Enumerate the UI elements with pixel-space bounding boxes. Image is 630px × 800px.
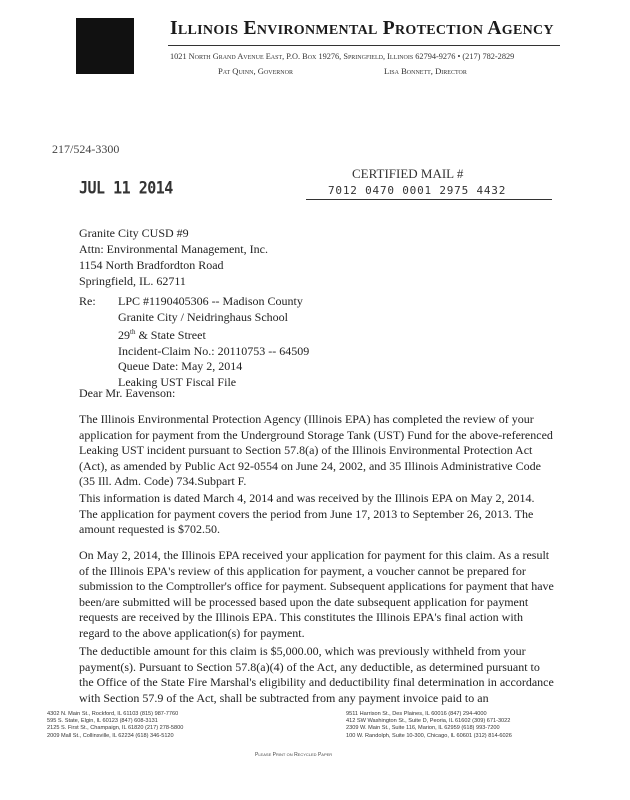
recycled-paper-note: Please Print on Recycled Paper bbox=[255, 752, 333, 758]
certified-mail-number: 7012 0470 0001 2975 4432 bbox=[328, 184, 507, 197]
re-line: Incident-Claim No.: 20110753 -- 64509 bbox=[118, 343, 310, 358]
footer-office: 2009 Mall St., Collinsville, IL 62234 (618) 346-5120 bbox=[47, 732, 174, 739]
recipient-line: Attn: Environmental Management, Inc. bbox=[79, 242, 268, 256]
body-paragraph: This information is dated March 4, 2014 and was received by the Illinois EPA on May 2, 2014. The application for payment covers the period from June 17, 2013 to September 26, 2013. The amount requested is $702.50. bbox=[79, 491, 535, 536]
footer-office: 412 SW Washington St., Suite D, Peoria, IL 61602 (309) 671-3022 bbox=[346, 718, 511, 725]
body-paragraph: The deductible amount for this claim is $5,000.00, which was previously withheld from your payment(s). Pursuant to Section 57.8(a)(4) of the Act, any deductible, as determined pursuant to the Office of the State Fire Marshal's eligibility and deductibility final determination in accordance with Section 57.9 of the Act, shall be subtracted from any payment invoice paid to an bbox=[79, 644, 554, 705]
certified-mail-rule bbox=[306, 199, 552, 200]
director-name: Lisa Bonnett, Director bbox=[384, 66, 467, 76]
re-street-rest: & State Street bbox=[135, 328, 206, 342]
footer-offices-right bbox=[346, 711, 512, 740]
footer-office: 595 S. State, Elgin, IL 60123 (847) 608-3131 bbox=[47, 718, 158, 725]
recipient-line: 1154 North Bradfordton Road bbox=[79, 258, 224, 272]
recipient-line: Granite City CUSD #9 bbox=[79, 226, 189, 240]
re-line bbox=[118, 325, 309, 344]
re-street-number: 29 bbox=[118, 328, 130, 342]
re-label: Re: bbox=[79, 294, 96, 308]
re-line: Queue Date: May 2, 2014 bbox=[118, 359, 243, 373]
re-line: Leaking UST Fiscal File bbox=[118, 374, 237, 389]
body-paragraph: On May 2, 2014, the Illinois EPA received your application for payment for this claim. As a result of the Illinois EPA's review of this application for payment, a voucher cannot be prepared for submission to the Comptroller's office for payment. Subsequent applications for payment that have been/are submitted will be processed based upon the date subsequent application for payment requests are received by the Illinois EPA. This constitutes the Illinois EPA's final action with regard to the above application(s) for payment. bbox=[79, 548, 554, 640]
footer-office: 2125 S. First St., Champaign, IL 61820 (217) 278-5800 bbox=[47, 725, 184, 732]
re-line: Granite City / Neidringhaus School bbox=[118, 309, 288, 324]
re-street-suffix: th bbox=[130, 328, 136, 336]
re-block bbox=[118, 294, 309, 390]
agency-logo bbox=[76, 18, 134, 74]
recipient-address bbox=[79, 225, 268, 289]
letterhead-rule bbox=[168, 45, 560, 46]
footer-office: 9511 Harrison St., Des Plaines, IL 60016 (847) 294-4000 bbox=[346, 711, 487, 717]
recipient-line: Springfield, IL. 62711 bbox=[79, 274, 186, 288]
footer-office: 4302 N. Main St., Rockford, IL 61103 (815) 987-7760 bbox=[47, 711, 179, 717]
salutation: Dear Mr. Eavenson: bbox=[79, 386, 176, 400]
re-line: LPC #1190405306 -- Madison County bbox=[118, 294, 303, 308]
agency-address: 1021 North Grand Avenue East, P.O. Box 19276, Springfield, Illinois 62794-9276 • (217) 782-2829 bbox=[170, 52, 515, 61]
date-stamp: JUL 11 2014 bbox=[79, 178, 173, 198]
agency-name: Illinois Environmental Protection Agency bbox=[170, 18, 554, 39]
footer-offices-left bbox=[47, 711, 183, 740]
governor-name: Pat Quinn, Governor bbox=[218, 66, 293, 76]
phone-number: 217/524-3300 bbox=[52, 142, 120, 156]
footer-office: 100 W. Randolph, Suite 10-300, Chicago, IL 60601 (312) 814-6026 bbox=[346, 732, 512, 739]
certified-mail-label: CERTIFIED MAIL # bbox=[352, 166, 464, 181]
body-paragraph: The Illinois Environmental Protection Agency (Illinois EPA) has completed the review of your application for payment from the Underground Storage Tank (UST) Fund for the above-referenced Leaking UST incident pursuant to Section 57.8(a) of the Illinois Environmental Protection Act (Act), as amended by Public Act 92-0554 on June 24, 2002, and 35 Illinois Administrative Code (35 Ill. Adm. Code) 734.Subpart F. bbox=[79, 412, 553, 488]
footer-office: 2309 W. Main St., Suite 116, Marion, IL 62959 (618) 993-7200 bbox=[346, 725, 500, 732]
